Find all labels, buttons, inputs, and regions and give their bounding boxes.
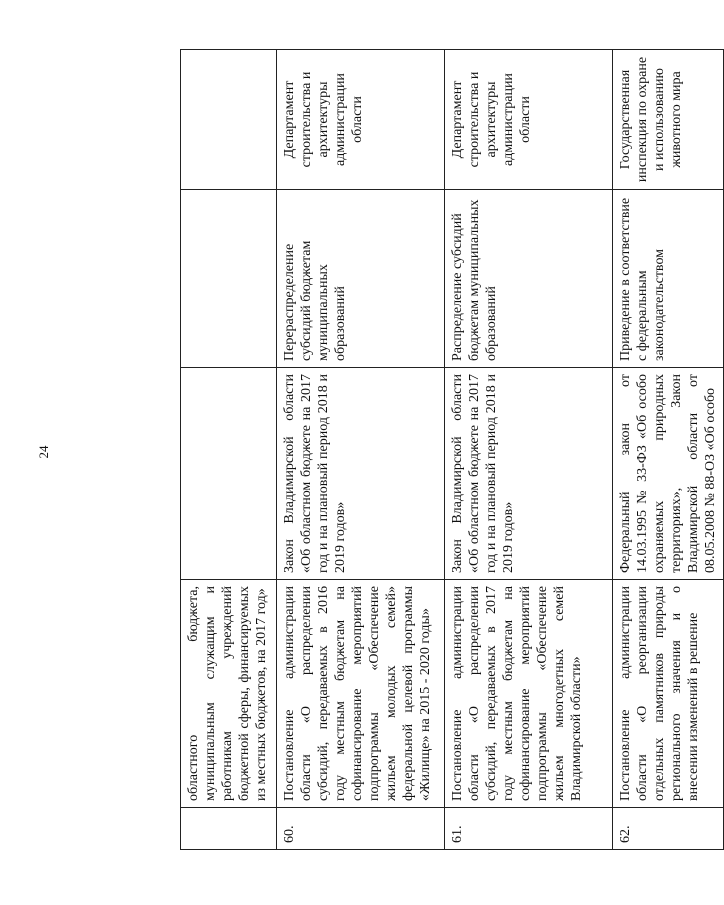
basis-cell bbox=[181, 368, 277, 580]
page-number: 24 bbox=[36, 445, 51, 459]
row-number bbox=[181, 808, 277, 850]
reason-cell: Перераспределение субсидий бюджетам муниципальных образований bbox=[277, 190, 445, 368]
document-cell: Постановление администрации области «О распределении субсидий, передаваемых в 2017 году местным бюджетам на софинансирование мероприятий подпрограммы «Обеспечение жильем многодетных семей Владимирской области» bbox=[445, 580, 613, 808]
document-cell: Постановление администрации области «О распределении субсидий, передаваемых в 2016 году местным бюджетам на софинансирование мероприятий подпрограммы «Обеспечение жильем молодых семей» федеральной целевой программы «Жилище» на 2015 - 2020 годы» bbox=[277, 580, 445, 808]
reason-cell: Распределение субсидий бюджетам муниципальных образований bbox=[445, 190, 613, 368]
document-cell: Постановление администрации области «О реорганизации отдельных памятников природы регионального значения и о внесении изменений в решение bbox=[613, 580, 724, 808]
basis-cell: Закон Владимирской области «Об областном бюджете на 2017 год и на плановый период 2018 и 2019 годов» bbox=[445, 368, 613, 580]
row-number: 60. bbox=[277, 808, 445, 850]
row-number: 61. bbox=[445, 808, 613, 850]
basis-cell: Федеральный закон от 14.03.1995 № 33-ФЗ «Об особо охраняемых природных территориях», Закон Владимирской области от 08.05.2008 № 88-ОЗ «Об особо bbox=[613, 368, 724, 580]
table-row bbox=[613, 50, 724, 850]
table-row bbox=[445, 50, 613, 850]
plan-table bbox=[180, 49, 724, 850]
reason-cell: Приведение в соответствие с федеральным законодательством bbox=[613, 190, 724, 368]
table-row bbox=[277, 50, 445, 850]
document-cell: областного бюджета, муниципальным служащим и работникам учреждений бюджетной сферы, финансируемых из местных бюджетов, на 2017 год» bbox=[181, 580, 277, 808]
reason-cell bbox=[181, 190, 277, 368]
rotated-table-container bbox=[180, 50, 718, 850]
executor-cell: Департамент строительства и архитектуры администрации области bbox=[445, 50, 613, 190]
executor-cell: Департамент строительства и архитектуры администрации области bbox=[277, 50, 445, 190]
executor-cell: Государственная инспекция по охране и использованию животного мира bbox=[613, 50, 724, 190]
table-row bbox=[181, 50, 277, 850]
basis-cell: Закон Владимирской области «Об областном бюджете на 2017 год и на плановый период 2018 и 2019 годов» bbox=[277, 368, 445, 580]
executor-cell bbox=[181, 50, 277, 190]
row-number: 62. bbox=[613, 808, 724, 850]
